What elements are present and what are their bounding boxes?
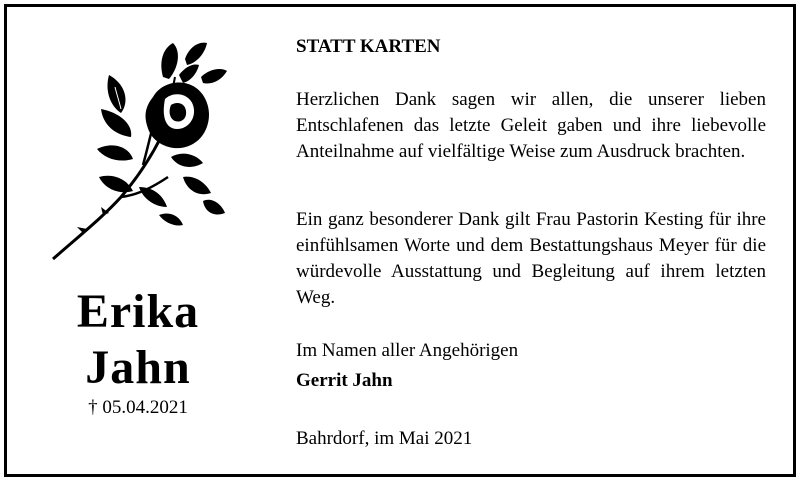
death-date: † 05.04.2021 — [88, 397, 188, 418]
place-and-date: Bahrdorf, im Mai 2021 — [296, 428, 473, 449]
deceased-column — [7, 7, 269, 474]
obituary-notice — [4, 4, 796, 477]
thanks-paragraph-1: Herzlichen Dank sagen wir allen, die unserer lieben Entschlafenen das letzte Geleit gaben und ihre liebevolle Anteilnahme auf vielfältige Weise zum Ausdruck brachten. — [296, 89, 766, 162]
rose-icon — [43, 37, 228, 267]
notice-column — [296, 7, 771, 474]
notice-heading: STATT KARTEN — [296, 36, 441, 57]
signoff-line: Im Namen aller Angehörigen — [296, 340, 519, 361]
deceased-first-name: Erika — [76, 285, 200, 338]
signer-name: Gerrit Jahn — [296, 370, 393, 391]
thanks-paragraph-2: Ein ganz besonderer Dank gilt Frau Pastorin Kesting für ihre einfühlsamen Worte und dem Bestattungshaus Meyer für die würdevolle Ausstattung und Begleitung auf ihrem letzten Weg. — [296, 209, 766, 308]
deceased-last-name: Jahn — [85, 341, 191, 394]
